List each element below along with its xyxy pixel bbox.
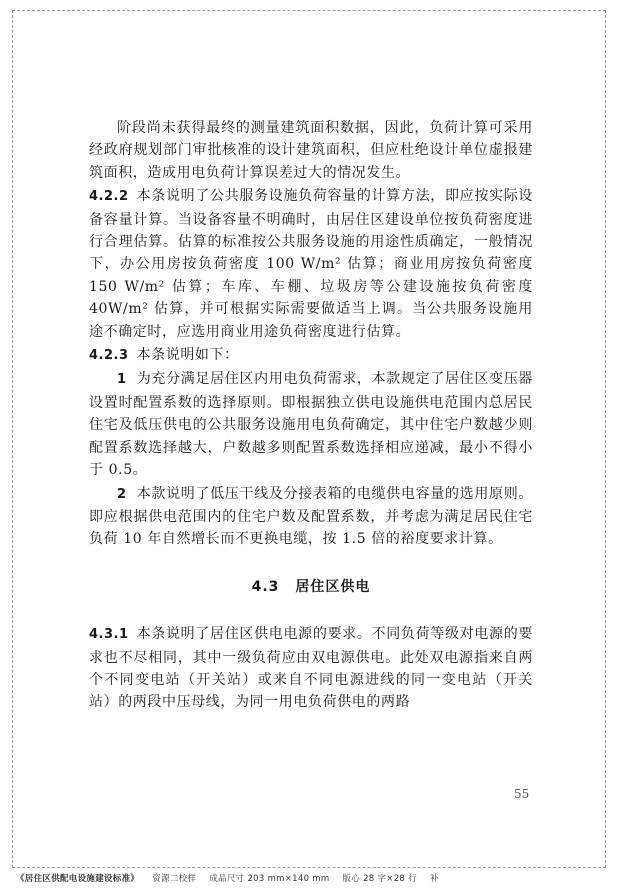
paragraph-continued (89, 117, 533, 184)
section-number: 4.3 (251, 578, 280, 595)
item-1 (89, 368, 533, 481)
footer-tail: 补 (429, 874, 439, 884)
print-footer (16, 872, 449, 884)
clause-4-2-2 (89, 185, 533, 343)
clause-number: 4.3.1 (89, 627, 129, 643)
clause-number: 4.2.2 (89, 189, 129, 205)
paragraph-text: 阶段尚未获得最终的测量建筑面积数据，因此，负荷计算可采用经政府规划部门审批核准的设计建筑面积，但应杜绝设计单位虚报建筑面积，造成用电负荷计算误差过大的情况发生。 (89, 120, 533, 181)
section-title: 居住区供电 (295, 578, 371, 595)
clause-4-3-1 (89, 623, 533, 714)
item-2 (89, 483, 533, 551)
item-text: 为充分满足居住区内用电负荷需求，本款规定了居住区变压器设置时配置系数的选择原则。即根据独立供电设施供电范围内总居民住宅及低压供电的公共服务设施用电负荷确定，其中住宅户数越少则配置系数选择越大，户数越多则配置系数选择相应递减，最小不得小于 0.5。 (89, 371, 533, 479)
section-heading (89, 576, 533, 598)
clause-text: 本条说明如下： (136, 347, 239, 364)
item-number: 2 (117, 486, 127, 502)
item-text: 本款说明了低压干线及分接表箱的电缆供电容量的选用原则。即应根据供电范围内的住宅户数及配置系数，并考虑为满足居民住宅负荷 10 年自然增长而不更换电缆，按 1.5 倍的裕度要求计算。 (89, 485, 533, 548)
footer-stage: 资源二校样 (152, 874, 197, 884)
clause-number: 4.2.3 (89, 348, 129, 364)
footer-core: 版心 28 字×28 行 (342, 874, 417, 884)
page-number: 55 (514, 787, 530, 801)
document-body (89, 117, 533, 715)
footer-size: 成品尺寸 203 mm×140 mm (209, 874, 330, 884)
clause-4-2-3 (89, 344, 533, 367)
clause-text: 本条说明了公共服务设施负荷容量的计算方法，即应按实际设备容量计算。当设备容量不明确时，由居住区建设单位按负荷密度进行合理估算。估算的标准按公共服务设施的用途性质确定，一般情况下，办公用房按负荷密度 100 W/m² 估算；商业用房按负荷密度 150 W/m² 估算；车库、车棚、垃圾房等公建设施按负荷密度 40W/m² 估算，并可根据实际需要做适当上调。当公共服务设施用途不确定时，应选用商业用途负荷密度进行估算。 (89, 188, 533, 340)
clause-text: 本条说明了居住区供电电源的要求。不同负荷等级对电源的要求也不尽相同，其中一级负荷应由双电源供电。此处双电源指来自两个不同变电站（开关站）或来自不同电源进线的同一变电站（开关站）的两段中压母线，为同一用电负荷供电的两路 (89, 626, 533, 711)
footer-book-title: 《居住区供配电设施建设标准》 (16, 874, 140, 884)
item-number: 1 (117, 372, 127, 388)
